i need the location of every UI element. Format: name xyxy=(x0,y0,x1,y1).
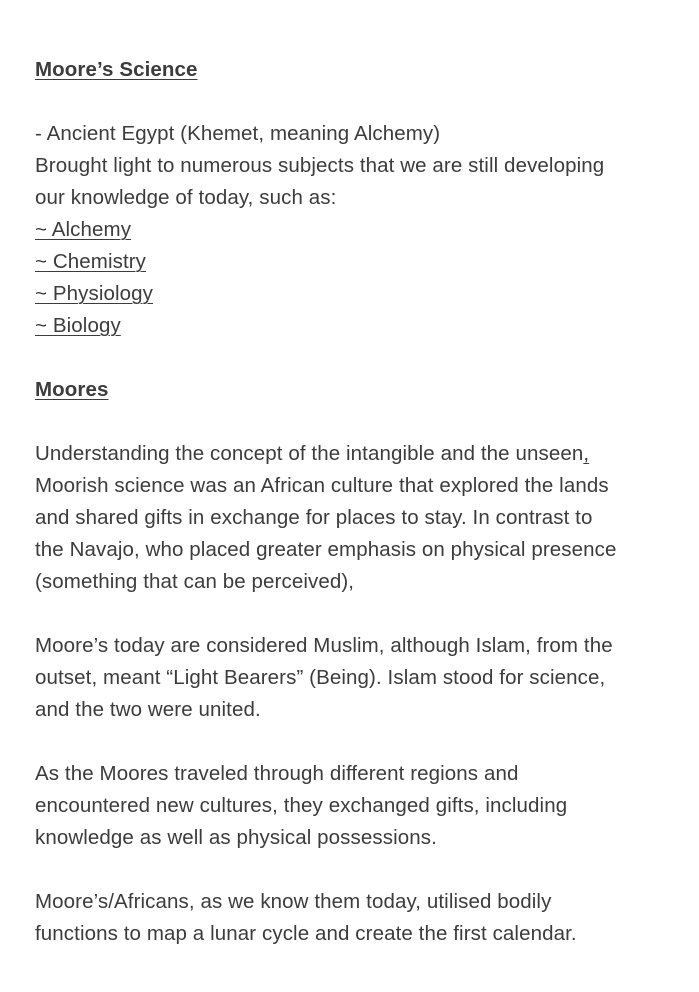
blank-line xyxy=(35,86,675,118)
blank-line xyxy=(35,598,675,630)
paragraph-line: Understanding the concept of the intangible and the unseen, xyxy=(35,442,590,465)
paragraph-line: (something that can be perceived), xyxy=(35,570,355,593)
paragraph-line: outset, meant “Light Bearers” (Being). Islam stood for science, xyxy=(35,666,606,689)
intro-line: - Ancient Egypt (Khemet, meaning Alchemy) xyxy=(35,122,441,145)
paragraph-line: Moore’s/Africans, as we know them today, utilised bodily xyxy=(35,890,552,913)
blank-line xyxy=(35,342,675,374)
body-line: Brought light to numerous subjects that we are still developing xyxy=(35,154,605,177)
paragraph-line: Moore’s today are considered Muslim, although Islam, from the xyxy=(35,634,613,657)
body-line: our knowledge of today, such as: xyxy=(35,186,337,209)
list-item-biology: ~ Biology xyxy=(35,314,121,337)
blank-line xyxy=(35,726,675,758)
list-item-chemistry: ~ Chemistry xyxy=(35,250,147,273)
blank-line xyxy=(35,406,675,438)
paragraph-line: knowledge as well as physical possessions. xyxy=(35,826,437,849)
heading-moores: Moores xyxy=(35,378,109,401)
list-item-physiology: ~ Physiology xyxy=(35,282,154,305)
paragraph-line: the Navajo, who placed greater emphasis on physical presence xyxy=(35,538,617,561)
list-item-alchemy: ~ Alchemy xyxy=(35,218,132,241)
blank-line xyxy=(35,854,675,886)
paragraph-line: encountered new cultures, they exchanged gifts, including xyxy=(35,794,568,817)
note-body[interactable] xyxy=(35,54,675,950)
paragraph-line: and the two were united. xyxy=(35,698,261,721)
paragraph-line: Moorish science was an African culture that explored the lands xyxy=(35,474,609,497)
heading-moores-science: Moore’s Science xyxy=(35,58,198,81)
underlined-comma: , xyxy=(583,442,590,465)
paragraph-line: functions to map a lunar cycle and create the first calendar. xyxy=(35,922,577,945)
paragraph-line: and shared gifts in exchange for places to stay. In contrast to xyxy=(35,506,593,529)
paragraph-line: As the Moores traveled through different regions and xyxy=(35,762,519,785)
